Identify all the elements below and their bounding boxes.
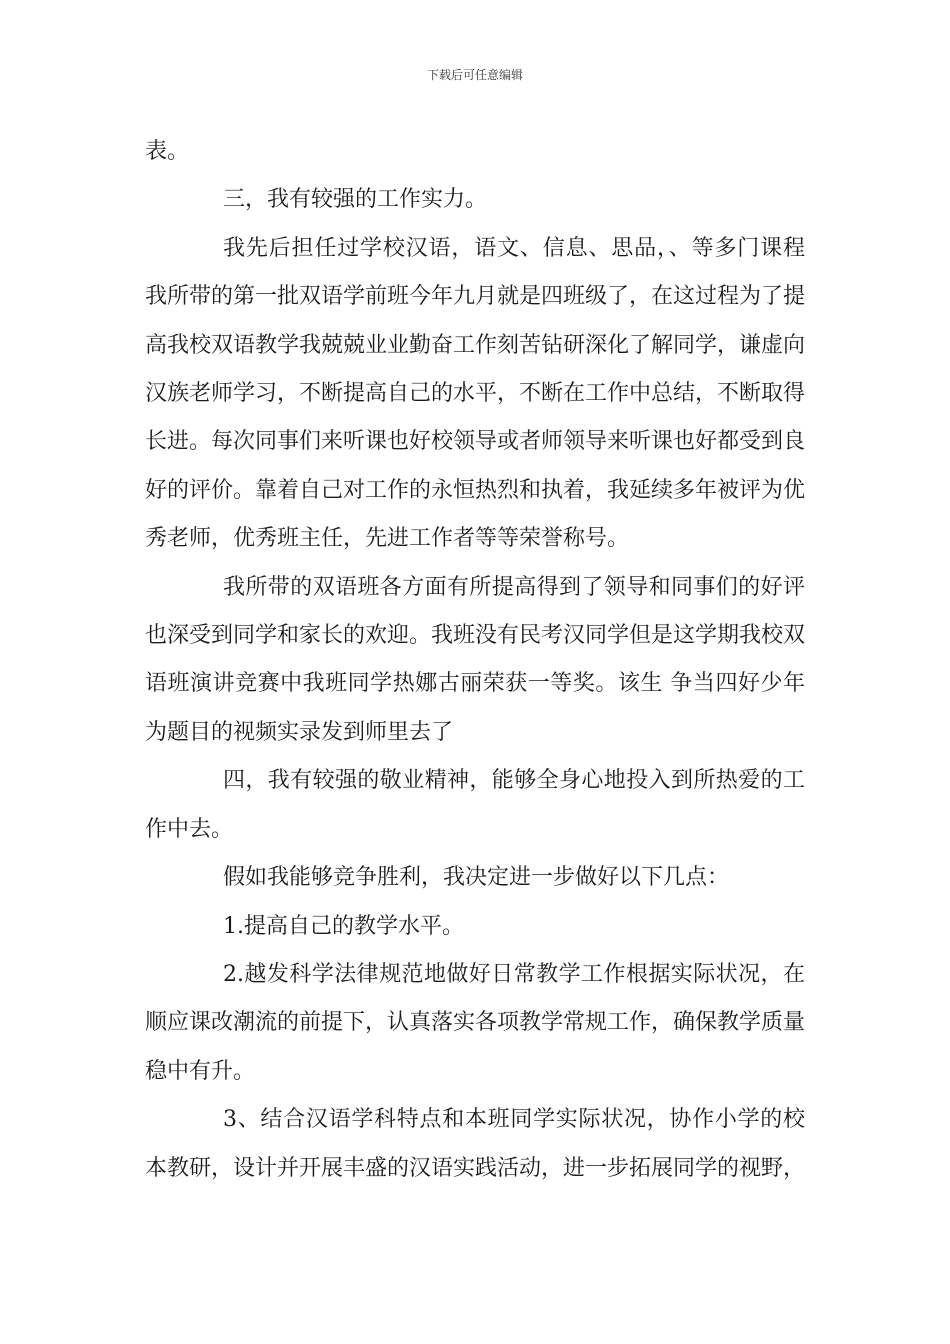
paragraph-6: 1.提高自己的教学水平。 [223, 913, 464, 939]
paragraph-2: 我先后担任过学校汉语，语文、信息、思品，、等多门课程我所带的第一批双语学前班今年九月就是四班级了，在这过程为了提高我校双语教学我兢兢业业勤奋工作刻苦钻研深化了解同学，谦虚向汉族老师学习，不断提高自己的水平，不断在工作中总结，不断取得长进。每次同事们来听课也好校领导或者师领导来听课也好都受到良好的评价。靠着自己对工作的永恒热烈和执着，我延续多年被评为优秀老师，优秀班主任，先进工作者等等荣誉称号。 [145, 235, 806, 552]
paragraph-1: 三，我有较强的工作实力。 [223, 187, 488, 213]
paragraph-5: 假如我能够竞争胜利，我决定进一步做好以下几点： [223, 865, 730, 891]
page-header: 下载后可任意编辑 [426, 68, 523, 82]
paragraph-7: 2.越发科学法律规范地做好日常教学工作根据实际状况，在顺应课改潮流的前提下，认真落实各项教学常规工作，确保教学质量稳中有升。 [145, 961, 806, 1084]
paragraph-3: 我所带的双语班各方面有所提高得到了领导和同事们的好评也深受到同学和家长的欢迎。我班没有民考汉同学但是这学期我校双语班演讲竞赛中我班同学热娜古丽荣获一等奖。该生 争当四好少年 为题目的视频实录发到师里去了 [145, 574, 806, 745]
document-body [145, 128, 805, 1193]
paragraph-4: 四，我有较强的敬业精神，能够全身心地投入到所热爱的工作中去。 [145, 768, 805, 842]
paragraph-8: 3、结合汉语学科特点和本班同学实际状况，协作小学的校本教研，设计并开展丰盛的汉语实践活动，进一步拓展同学的视野， [145, 1107, 806, 1181]
paragraph-0: 表。 [145, 139, 190, 164]
